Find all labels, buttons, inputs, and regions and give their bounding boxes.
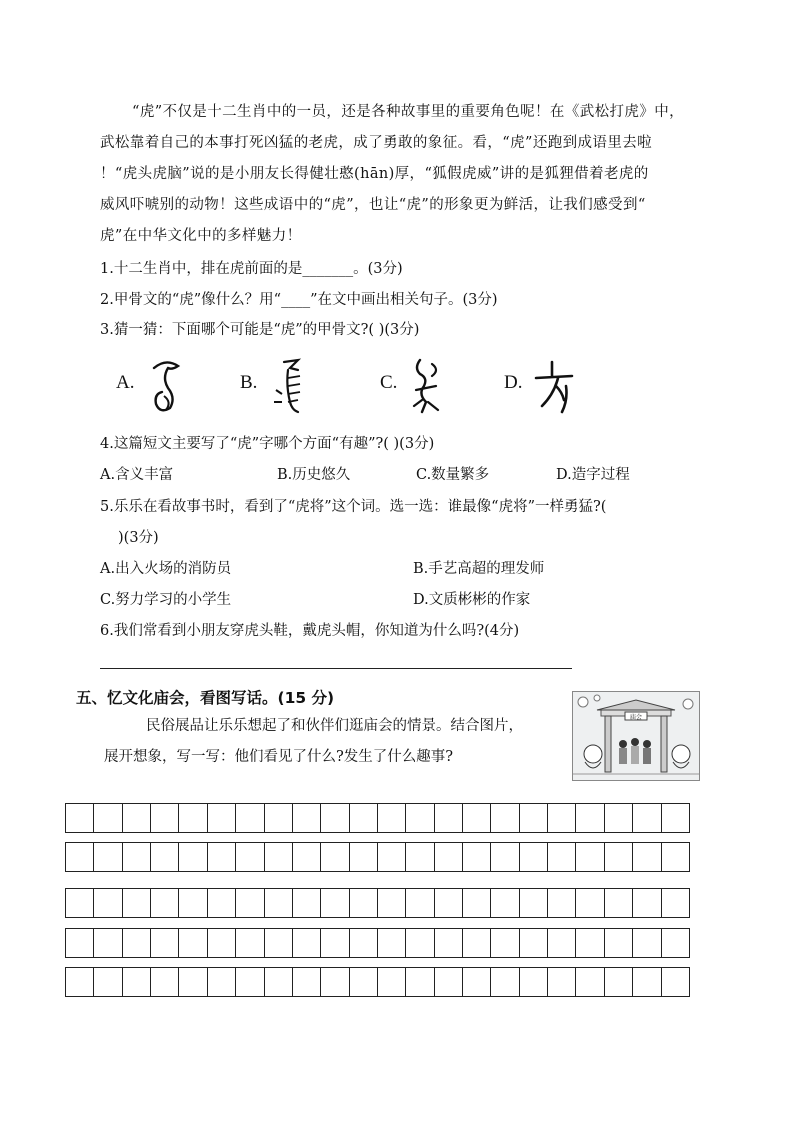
writing-cell[interactable] xyxy=(349,968,377,996)
oracle-glyph-b-icon xyxy=(268,356,308,416)
writing-cell[interactable] xyxy=(434,804,462,832)
writing-cell[interactable] xyxy=(519,929,547,957)
question-2: 2.甲骨文的“虎”像什么？用“____”在文中画出相关句子。(3分) xyxy=(100,292,498,308)
writing-cell[interactable] xyxy=(122,804,150,832)
writing-cell[interactable] xyxy=(547,804,575,832)
writing-cell[interactable] xyxy=(632,843,660,871)
writing-cell[interactable] xyxy=(292,889,320,917)
writing-cell[interactable] xyxy=(207,929,235,957)
writing-cell[interactable] xyxy=(93,929,121,957)
writing-cell[interactable] xyxy=(207,889,235,917)
writing-cell[interactable] xyxy=(150,804,178,832)
writing-cell[interactable] xyxy=(320,968,348,996)
writing-cell[interactable] xyxy=(604,889,632,917)
writing-cell[interactable] xyxy=(377,889,405,917)
writing-grid-row[interactable] xyxy=(65,928,690,958)
question-6: 6.我们常看到小朋友穿虎头鞋，戴虎头帽，你知道为什么吗?(4分) xyxy=(100,623,520,639)
passage-line: 武松靠着自己的本事打死凶猛的老虎，成了勇敢的象征。看，“虎”还跑到成语里去啦 xyxy=(100,135,653,151)
writing-cell[interactable] xyxy=(207,804,235,832)
fair-sign: 庙会 xyxy=(629,714,643,721)
passage-line: “虎”不仅是十二生肖中的一员，还是各种故事里的重要角色呢！在《武松打虎》中， xyxy=(132,104,685,120)
writing-cell[interactable] xyxy=(547,843,575,871)
oracle-glyph-c-icon xyxy=(406,356,450,416)
writing-cell[interactable] xyxy=(66,889,93,917)
writing-cell[interactable] xyxy=(661,843,689,871)
writing-cell[interactable] xyxy=(462,843,490,871)
writing-cell[interactable] xyxy=(405,889,433,917)
writing-cell[interactable] xyxy=(575,889,603,917)
writing-cell[interactable] xyxy=(434,889,462,917)
writing-cell[interactable] xyxy=(178,929,206,957)
section-5-prompt: 民俗展品让乐乐想起了和伙伴们逛庙会的情景。结合图片， xyxy=(146,718,523,734)
writing-cell[interactable] xyxy=(632,929,660,957)
writing-cell[interactable] xyxy=(122,843,150,871)
writing-cell[interactable] xyxy=(264,804,292,832)
writing-cell[interactable] xyxy=(405,843,433,871)
writing-cell[interactable] xyxy=(661,929,689,957)
writing-cell[interactable] xyxy=(462,968,490,996)
writing-grid-row[interactable] xyxy=(65,842,690,872)
temple-fair-illustration xyxy=(572,691,700,781)
q5-option-c[interactable]: C.努力学习的小学生 xyxy=(100,592,232,608)
writing-cell[interactable] xyxy=(292,929,320,957)
writing-cell[interactable] xyxy=(150,929,178,957)
writing-cell[interactable] xyxy=(519,843,547,871)
writing-cell[interactable] xyxy=(93,889,121,917)
writing-cell[interactable] xyxy=(235,968,263,996)
writing-cell[interactable] xyxy=(405,804,433,832)
option-letter: C. xyxy=(380,372,398,393)
question-3: 3.猜一猜：下面哪个可能是“虎”的甲骨文?( )(3分) xyxy=(100,322,420,338)
writing-cell[interactable] xyxy=(377,843,405,871)
writing-cell[interactable] xyxy=(292,804,320,832)
writing-cell[interactable] xyxy=(178,889,206,917)
writing-cell[interactable] xyxy=(490,804,518,832)
question-5-cont: )(3分) xyxy=(118,530,159,546)
oracle-glyph-a-icon xyxy=(146,356,186,416)
writing-cell[interactable] xyxy=(462,889,490,917)
writing-cell[interactable] xyxy=(207,968,235,996)
writing-cell[interactable] xyxy=(490,968,518,996)
writing-cell[interactable] xyxy=(377,804,405,832)
writing-cell[interactable] xyxy=(519,804,547,832)
writing-cell[interactable] xyxy=(661,968,689,996)
writing-cell[interactable] xyxy=(93,804,121,832)
writing-cell[interactable] xyxy=(632,889,660,917)
writing-cell[interactable] xyxy=(547,929,575,957)
writing-cell[interactable] xyxy=(547,968,575,996)
passage-line: 虎”在中华文化中的多样魅力！ xyxy=(100,228,302,244)
option-letter: A. xyxy=(116,372,135,393)
writing-grid-row[interactable] xyxy=(65,967,690,997)
writing-cell[interactable] xyxy=(519,889,547,917)
q4-option-b[interactable]: B.历史悠久 xyxy=(277,467,351,483)
writing-cell[interactable] xyxy=(292,968,320,996)
writing-cell[interactable] xyxy=(377,929,405,957)
writing-cell[interactable] xyxy=(264,843,292,871)
writing-cell[interactable] xyxy=(66,968,93,996)
writing-cell[interactable] xyxy=(604,968,632,996)
passage xyxy=(100,97,720,252)
q5-option-d[interactable]: D.文质彬彬的作家 xyxy=(413,592,531,608)
writing-cell[interactable] xyxy=(264,968,292,996)
writing-cell[interactable] xyxy=(349,889,377,917)
writing-cell[interactable] xyxy=(235,889,263,917)
option-letter: D. xyxy=(504,372,523,393)
writing-cell[interactable] xyxy=(349,804,377,832)
writing-cell[interactable] xyxy=(264,889,292,917)
writing-cell[interactable] xyxy=(604,929,632,957)
writing-cell[interactable] xyxy=(377,968,405,996)
writing-cell[interactable] xyxy=(405,968,433,996)
writing-cell[interactable] xyxy=(462,929,490,957)
q4-option-d[interactable]: D.造字过程 xyxy=(556,467,630,483)
writing-grid-row[interactable] xyxy=(65,888,690,918)
writing-cell[interactable] xyxy=(661,804,689,832)
section-5-title: 五、忆文化庙会，看图写话。(15 分) xyxy=(76,689,335,707)
writing-cell[interactable] xyxy=(320,804,348,832)
writing-cell[interactable] xyxy=(604,843,632,871)
writing-cell[interactable] xyxy=(349,929,377,957)
writing-cell[interactable] xyxy=(632,968,660,996)
question-4: 4.这篇短文主要写了“虎”字哪个方面“有趣”?( )(3分) xyxy=(100,436,435,452)
writing-cell[interactable] xyxy=(462,804,490,832)
writing-cell[interactable] xyxy=(661,889,689,917)
writing-cell[interactable] xyxy=(207,843,235,871)
writing-cell[interactable] xyxy=(122,929,150,957)
writing-cell[interactable] xyxy=(264,929,292,957)
writing-cell[interactable] xyxy=(547,889,575,917)
writing-cell[interactable] xyxy=(519,968,547,996)
writing-cell[interactable] xyxy=(235,843,263,871)
question-1: 1.十二生肖中，排在虎前面的是_______。(3分) xyxy=(100,261,403,277)
option-letter: B. xyxy=(240,372,258,393)
writing-cell[interactable] xyxy=(604,804,632,832)
writing-cell[interactable] xyxy=(349,843,377,871)
writing-cell[interactable] xyxy=(320,929,348,957)
writing-cell[interactable] xyxy=(122,968,150,996)
q4-option-c[interactable]: C.数量繁多 xyxy=(416,467,490,483)
writing-cell[interactable] xyxy=(320,843,348,871)
writing-cell[interactable] xyxy=(178,843,206,871)
writing-cell[interactable] xyxy=(292,843,320,871)
writing-cell[interactable] xyxy=(178,804,206,832)
writing-cell[interactable] xyxy=(66,804,93,832)
writing-cell[interactable] xyxy=(235,804,263,832)
writing-cell[interactable] xyxy=(490,929,518,957)
writing-cell[interactable] xyxy=(575,843,603,871)
writing-cell[interactable] xyxy=(235,929,263,957)
writing-cell[interactable] xyxy=(490,843,518,871)
oracle-glyph-d-icon xyxy=(532,356,576,416)
writing-cell[interactable] xyxy=(405,929,433,957)
q6-answer-line[interactable] xyxy=(100,668,572,669)
writing-cell[interactable] xyxy=(490,889,518,917)
passage-line: 威风吓唬别的动物！这些成语中的“虎”，也让“虎”的形象更为鲜活，让我们感受到“ xyxy=(100,197,646,213)
section-5-prompt: 展开想象，写一写：他们看见了什么?发生了什么趣事? xyxy=(104,749,454,765)
q5-option-a[interactable]: A.出入火场的消防员 xyxy=(100,561,232,577)
question-5: 5.乐乐在看故事书时，看到了“虎将”这个词。选一选：谁最像“虎将”一样勇猛?( xyxy=(100,499,607,515)
writing-cell[interactable] xyxy=(178,968,206,996)
writing-cell[interactable] xyxy=(66,929,93,957)
writing-cell[interactable] xyxy=(150,889,178,917)
writing-cell[interactable] xyxy=(150,843,178,871)
passage-line: ！“虎头虎脑”说的是小朋友长得健壮憨(hān)厚，“狐假虎威”讲的是狐狸借着老虎的 xyxy=(100,166,649,182)
writing-cell[interactable] xyxy=(434,843,462,871)
q4-option-a[interactable]: A.含义丰富 xyxy=(100,467,174,483)
writing-cell[interactable] xyxy=(320,889,348,917)
q5-option-b[interactable]: B.手艺高超的理发师 xyxy=(413,561,545,577)
writing-cell[interactable] xyxy=(93,843,121,871)
writing-cell[interactable] xyxy=(122,889,150,917)
writing-cell[interactable] xyxy=(93,968,121,996)
writing-grid-row[interactable] xyxy=(65,803,690,833)
writing-cell[interactable] xyxy=(66,843,93,871)
writing-cell[interactable] xyxy=(150,968,178,996)
writing-cell[interactable] xyxy=(575,968,603,996)
writing-cell[interactable] xyxy=(434,968,462,996)
writing-cell[interactable] xyxy=(575,804,603,832)
writing-cell[interactable] xyxy=(632,804,660,832)
writing-cell[interactable] xyxy=(434,929,462,957)
writing-cell[interactable] xyxy=(575,929,603,957)
